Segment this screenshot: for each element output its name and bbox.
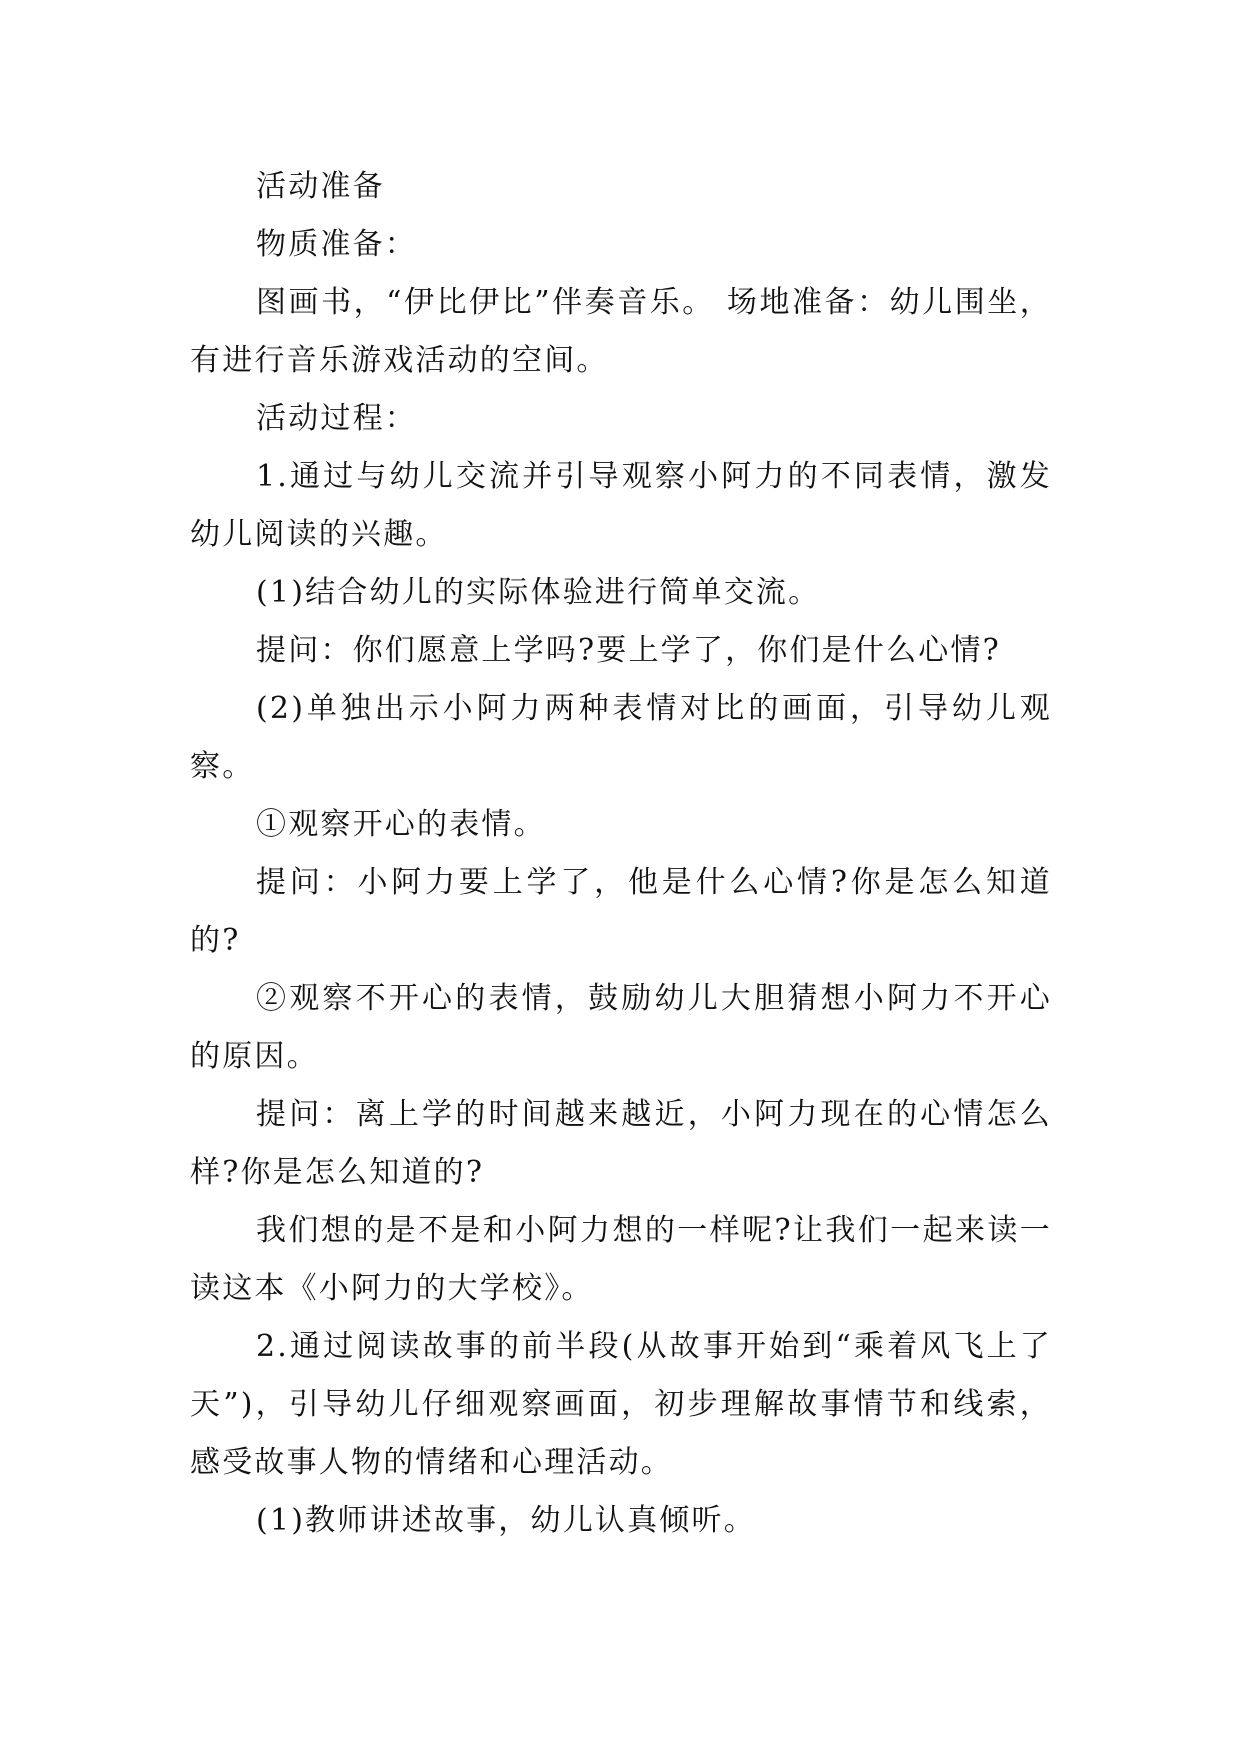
paragraph-question-1: 提问：你们愿意上学吗?要上学了，你们是什么心情? <box>256 633 1001 668</box>
paragraph-question-3: 提问：离上学的时间越来越近，小阿力现在的心情怎么样?你是怎么知道的? <box>190 1097 1052 1190</box>
subheading-material-preparation: 物质准备： <box>256 227 417 262</box>
paragraph-materials: 图画书，“伊比伊比”伴奏音乐。 场地准备：幼儿围坐，有进行音乐游戏活动的空间。 <box>190 285 1052 378</box>
paragraph-step-2-1: (1)教师讲述故事，幼儿认真倾听。 <box>256 1503 756 1538</box>
section-heading-activity-preparation: 活动准备 <box>256 169 385 204</box>
paragraph-observe-unhappy: ②观察不开心的表情，鼓励幼儿大胆猜想小阿力不开心的原因。 <box>190 981 1052 1074</box>
paragraph-question-2: 提问：小阿力要上学了，他是什么心情?你是怎么知道的? <box>190 865 1052 958</box>
paragraph-step-2: 2.通过阅读故事的前半段(从故事开始到“乘着风飞上了天”)，引导幼儿仔细观察画面，初步理解故事情节和线索，感受故事人物的情绪和心理活动。 <box>190 1329 1052 1480</box>
paragraph-read-together: 我们想的是不是和小阿力想的一样呢?让我们一起来读一读这本《小阿力的大学校》。 <box>190 1213 1052 1306</box>
paragraph-step-1-1: (1)结合幼儿的实际体验进行简单交流。 <box>256 575 821 610</box>
section-heading-activity-process: 活动过程： <box>256 401 417 436</box>
paragraph-step-1: 1.通过与幼儿交流并引导观察小阿力的不同表情，激发幼儿阅读的兴趣。 <box>190 459 1052 552</box>
document-body <box>190 158 1052 1550</box>
paragraph-step-1-2: (2)单独出示小阿力两种表情对比的画面，引导幼儿观察。 <box>190 691 1052 784</box>
paragraph-observe-happy: ①观察开心的表情。 <box>256 807 546 842</box>
